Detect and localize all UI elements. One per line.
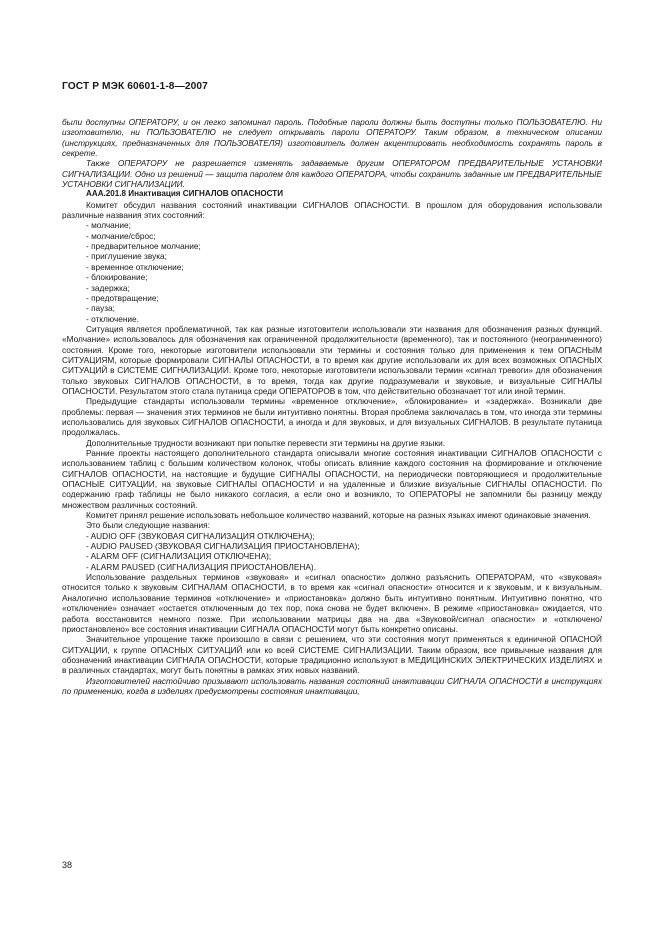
paragraph: Ситуация является проблематичной, так как разные изготовители использовали эти названия для обозначения разных функций. «Молчание» использовалось для обозначения как ограниченной продолжительности (временного), так и постоянного (неограниченного) состояния. Кроме того, некоторые изготовители использовали эти термины и состояния только для применения к тем ОПАСНЫМ СИТУАЦИЯМ, которые формировали СИГНАЛЫ ОПАСНОСТИ, в то время как другие использовали их для всех возможных ОПАСНЫХ СИТУАЦИЙ в СИСТЕМЕ СИГНАЛИЗАЦИИ. Кроме того, некоторые изготовители использовали термин «сигнал тревоги» для обозначения только звуковых СИГНАЛОВ ОПАСНОСТИ, в то время, тогда как другие подразумевали и звуковые, и визуальные СИГНАЛЫ ОПАСНОСТИ. Результатом этого стала путаница среди ОПЕРАТОРОВ в том, что действительно обозначает тот или иной термин. xyxy=(62,323,602,396)
list-item: - AUDIO PAUSED (ЗВУКОВАЯ СИГНАЛИЗАЦИЯ ПРИОСТАНОВЛЕНА); xyxy=(86,541,360,552)
list-item: - ALARM OFF (СИГНАЛИЗАЦИЯ ОТКЛЮЧЕНА); xyxy=(86,551,272,562)
paragraph: Ранние проекты настоящего дополнительного стандарта описывали многие состояния инактивации СИГНАЛОВ ОПАСНОСТИ с использованием таблиц с большим количеством колонок, чтобы описать влияние каждого состояния на формирование и отключение СИГНАЛОВ ОПАСНОСТИ, на настоящие и будущие СИГНАЛЫ ОПАСНОСТИ, на периодически повторяющиеся и продолжительные ОПАСНЫЕ СИТУАЦИИ, на звуковые СИГНАЛЫ ОПАСНОСТИ и на удаленные и близкие визуальные СИГНАЛЫ ОПАСНОСТИ. По содержанию граф таблицы не было никакого согласия, а если оно и возникло, то ОПЕРАТОРЫ не запомнили бы разницу между множеством различных состояний. xyxy=(62,448,602,510)
paragraph: Это были следующие названия: xyxy=(86,520,210,531)
list-item: - молчание/сброс; xyxy=(86,230,156,241)
paragraph: Предыдущие стандарты использовали термины «временное отключение», «блокирование» и «задержка». Возникали две проблемы: первая — значения этих терминов не были интуитивно понятны. Вторая проблема заключалась в том, что иногда эти термины использовались для звуковых СИГНАЛОВ ОПАСНОСТИ, а иногда и для звуковых, и для визуальных СИГНАЛОВ. В результате путаница продолжалась. xyxy=(62,396,602,438)
list-item: - предотвращение; xyxy=(86,292,159,303)
paragraph: Комитет обсудил названия состояний инактивации СИГНАЛОВ ОПАСНОСТИ. В прошлом для оборудования использовали различные названия этих состояний: xyxy=(62,199,602,221)
list-item: - задержка; xyxy=(86,282,130,293)
list-item: - приглушение звука; xyxy=(86,251,167,262)
paragraph: Комитет принял решение использовать небольшое количество названий, которые на разных языках имеют одинаковые значения. xyxy=(86,510,591,521)
list-item: - блокирование; xyxy=(86,272,148,283)
list-item: - ALARM PAUSED (СИГНАЛИЗАЦИЯ ПРИОСТАНОВЛЕНА). xyxy=(86,561,316,572)
list-item: - временное отключение; xyxy=(86,261,184,272)
list-item: - пауза; xyxy=(86,303,115,314)
document-body xyxy=(62,117,602,696)
paragraph: Дополнительные трудности возникают при попытке перевести эти термины на другие языки. xyxy=(86,437,446,448)
section-heading: ААА.201.8 Инактивация СИГНАЛОВ ОПАСНОСТИ xyxy=(86,189,284,199)
list-item: - отключение. xyxy=(86,313,139,324)
paragraph: Также ОПЕРАТОРУ не разрешается изменять задаваемые другим ОПЕРАТОРОМ ПРЕДВАРИТЕЛЬНЫЕ УСТАНОВКИ СИГНАЛИЗАЦИИ. Одно из решений — защита паролем для каждого ОПЕРАТОРА, чтобы сохранить заданные им ПРЕДВАРИТЕЛЬНЫЕ УСТАНОВКИ СИГНАЛИЗАЦИИ. xyxy=(62,158,602,190)
list-item: - молчание; xyxy=(86,220,131,231)
paragraph: были доступны ОПЕРАТОРУ, и он легко запоминал пароль. Подобные пароли должны быть доступны только ПОЛЬЗОВАТЕЛЮ. Ни изготовителю, ни ПОЛЬЗОВАТЕЛЮ не следует открывать пароли ОПЕРАТОРУ. Таким образом, в техническом описании (инструкциях, предназначенных для ПОЛЬЗОВАТЕЛЯ) изготовитель должен акцентировать необходимость сохранять пароль в секрете. xyxy=(62,117,602,159)
document-header: ГОСТ Р МЭК 60601-1-8—2007 xyxy=(62,81,208,92)
paragraph: Изготовителей настойчиво призывают использовать названия состояний инактивации СИГНАЛА ОПАСНОСТИ в инструкциях по применению, когда в изделиях предусмотрены состояния инактивации, xyxy=(62,675,602,696)
page-number: 38 xyxy=(62,860,73,870)
paragraph: Значительное упрощение также произошло в связи с решением, что эти состояния могут применяться к единичной ОПАСНОЙ СИТУАЦИИ, к группе ОПАСНЫХ СИТУАЦИЙ или ко всей СИСТЕМЕ СИГНАЛИЗАЦИИ. Таким образом, все привычные названия для обозначений инактивации СИГНАЛА ОПАСНОСТИ, которые традиционно используют в МЕДИЦИНСКИХ ЭЛЕКТРИЧЕСКИХ ИЗДЕЛИЯХ и в различных стандартах, могут быть понятны в рамках этих новых названий. xyxy=(62,634,602,676)
list-item: - AUDIO OFF (ЗВУКОВАЯ СИГНАЛИЗАЦИЯ ОТКЛЮЧЕНА); xyxy=(86,530,315,541)
list-item: - предварительное молчание; xyxy=(86,241,201,252)
paragraph: Использование раздельных терминов «звуковая» и «сигнал опасности» должно разъяснить ОПЕРАТОРАМ, что «звуковая» относится только к звуковым СИГНАЛАМ ОПАСНОСТИ, в то время как «сигнал опасности» относится и к звуковым, и к визуальным. Аналогично использование терминов «отключение» и «приостановка» должно быть интуитивно понятным. Интуитивно понятно, что «отключение» означает «остается отключенным до тех пор, пока снова не будет включен». В режиме «приостановка» ожидается, что работа восстановится немного позже. При использовании матрицы два на два «Звуковой/сигнал опасности» и «отключено/приостановлено» все состояния инактивации СИГНАЛА ОПАСНОСТИ могут быть конкретно описаны. xyxy=(62,572,602,634)
